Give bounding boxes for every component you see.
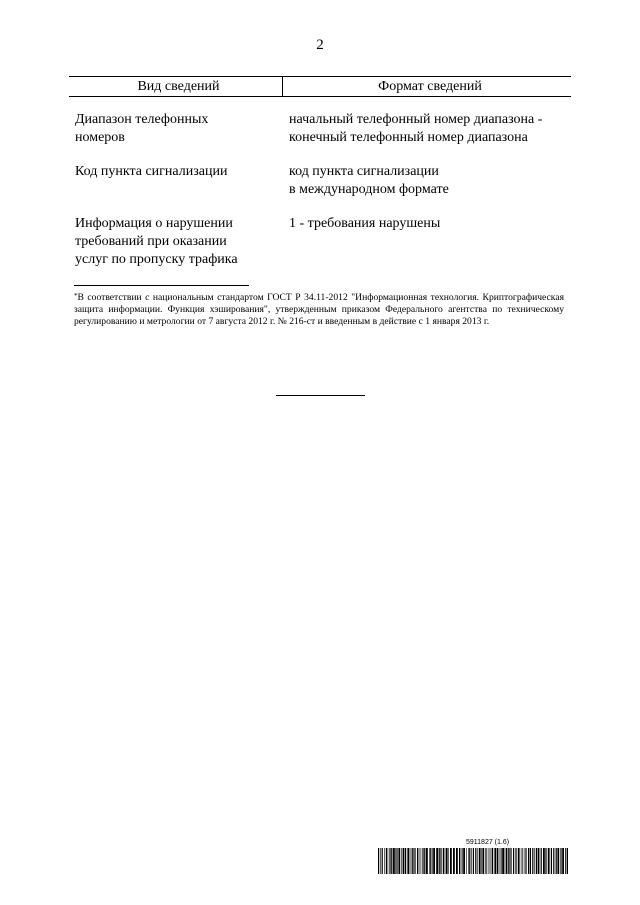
cell-text: начальный телефонный номер диапазона - (289, 112, 543, 127)
data-table (69, 76, 571, 269)
cell-kind (69, 111, 283, 147)
footnote-marker: * (74, 292, 78, 300)
cell-text: 1 - требования нарушены (289, 216, 441, 231)
cell-text: в международном формате (289, 182, 449, 197)
table-row (69, 163, 571, 199)
cell-text: конечный телефонный номер диапазона (289, 130, 528, 145)
header-kind: Вид сведений (69, 77, 283, 96)
cell-format (283, 111, 571, 147)
cell-text: требований при оказании (75, 234, 227, 249)
barcode-label: 5911827 (1.6) (466, 839, 510, 846)
table-row (69, 111, 571, 147)
cell-format (283, 163, 571, 199)
footnote (74, 292, 564, 328)
cell-text: номеров (75, 130, 125, 145)
footnote-divider (74, 285, 249, 286)
cell-format (283, 215, 571, 269)
end-divider (276, 395, 365, 396)
header-format: Формат сведений (378, 79, 482, 94)
cell-text: Диапазон телефонных (75, 112, 209, 127)
footnote-text: В соответствии с национальным стандартом ГОСТ Р 34.11-2012 "Информационная технология. Криптографическая защита информации. Функция хэширования", утвержденным приказом Федерального агентства по техническому регулированию и метрологии от 7 августа 2012 г. № 216-ст и введенным в действие с 1 января 2013 г. (74, 292, 564, 327)
cell-text: услуг по пропуску трафика (75, 252, 238, 267)
barcode-icon (378, 848, 568, 874)
cell-kind (69, 163, 283, 199)
table-row (69, 215, 571, 269)
cell-text: код пункта сигнализации (289, 164, 439, 179)
cell-text: Информация о нарушении (75, 216, 233, 231)
cell-text: Код пункта сигнализации (75, 164, 228, 179)
cell-kind (69, 215, 283, 269)
table-header (69, 76, 571, 97)
page-number: 2 (316, 37, 324, 53)
